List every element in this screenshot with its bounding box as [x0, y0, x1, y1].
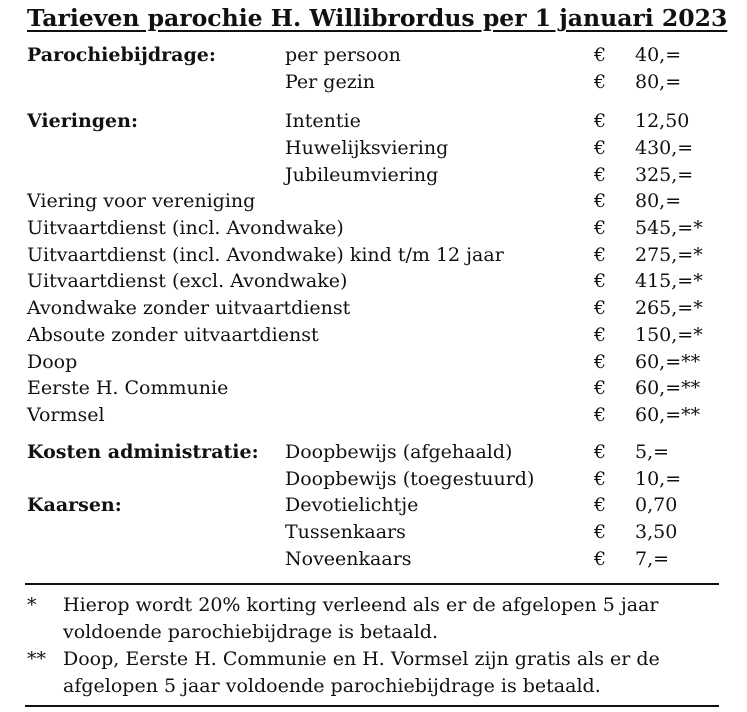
tariff-amount: 12,50: [635, 110, 690, 132]
tariff-item-name: per persoon: [285, 44, 401, 66]
tariff-row: [0, 188, 747, 214]
currency-symbol: €: [594, 521, 607, 543]
currency-symbol: €: [594, 441, 607, 463]
tariff-item-name: Huwelijksviering: [285, 137, 449, 159]
currency-symbol: €: [594, 71, 607, 93]
currency-symbol: €: [594, 44, 607, 66]
tariff-row: [0, 268, 747, 294]
category-label: Vieringen:: [27, 110, 138, 132]
tariff-amount: 0,70: [635, 494, 678, 516]
tariff-row: [0, 375, 747, 401]
tariff-amount: 150,=*: [635, 324, 703, 346]
tariff-amount: 60,=**: [635, 404, 701, 426]
tariff-item-name: Doopbewijs (afgehaald): [285, 441, 513, 463]
tariff-item-name: Viering voor vereniging: [27, 190, 256, 212]
tariff-amount: 80,=: [635, 71, 682, 93]
category-label: Kaarsen:: [27, 494, 122, 516]
tariff-item-name: Vormsel: [27, 404, 105, 426]
tariff-amount: 60,=**: [635, 351, 701, 373]
currency-symbol: €: [594, 351, 607, 373]
tariff-amount: 40,=: [635, 44, 682, 66]
tariff-amount: 430,=: [635, 137, 694, 159]
tariff-row: [0, 295, 747, 321]
tariff-item-name: Jubileumviering: [285, 164, 439, 186]
tariff-item-name: Avondwake zonder uitvaartdienst: [27, 297, 351, 319]
tariff-amount: 10,=: [635, 468, 682, 490]
footnote-mark: *: [27, 594, 37, 616]
tariff-amount: 275,=*: [635, 244, 703, 266]
tariff-item-name: Uitvaartdienst (excl. Avondwake): [27, 270, 348, 292]
tariff-row: [0, 215, 747, 241]
tariff-row: [0, 519, 747, 545]
tariff-row: [0, 349, 747, 375]
currency-symbol: €: [594, 164, 607, 186]
tariff-item-name: Uitvaartdienst (incl. Avondwake): [27, 217, 344, 239]
category-label: Kosten administratie:: [27, 441, 259, 463]
tariff-item-name: Eerste H. Communie: [27, 377, 229, 399]
currency-symbol: €: [594, 110, 607, 132]
tariff-row: [0, 42, 747, 68]
tariff-row: [0, 69, 747, 95]
tariff-item-name: Doopbewijs (toegestuurd): [285, 468, 535, 490]
currency-symbol: €: [594, 270, 607, 292]
tariff-amount: 60,=**: [635, 377, 701, 399]
tariff-item-name: Intentie: [285, 110, 361, 132]
divider: [25, 583, 719, 585]
currency-symbol: €: [594, 190, 607, 212]
currency-symbol: €: [594, 244, 607, 266]
divider: [25, 705, 719, 707]
currency-symbol: €: [594, 377, 607, 399]
footnote-text: Hierop wordt 20% korting verleend als er de afgelopen 5 jaar voldoende parochiebijdrage is betaald.: [63, 594, 659, 643]
tariff-item-name: Per gezin: [285, 71, 376, 93]
currency-symbol: €: [594, 137, 607, 159]
tariff-row: [0, 402, 747, 428]
tariff-item-name: Tussenkaars: [285, 521, 406, 543]
tariff-row: [0, 108, 747, 134]
footnote-text: Doop, Eerste H. Communie en H. Vormsel zijn gratis als er de afgelopen 5 jaar voldoende parochiebijdrage is betaald.: [63, 648, 660, 697]
tariff-row: [0, 135, 747, 161]
footnote-mark: **: [27, 648, 46, 670]
tariff-item-name: Absoute zonder uitvaartdienst: [27, 324, 319, 346]
tariff-amount: 5,=: [635, 441, 670, 463]
tariff-row: [0, 322, 747, 348]
tariff-amount: 265,=*: [635, 297, 703, 319]
currency-symbol: €: [594, 297, 607, 319]
currency-symbol: €: [594, 324, 607, 346]
tariff-amount: 325,=: [635, 164, 694, 186]
tariff-item-name: Uitvaartdienst (incl. Avondwake) kind t/m 12 jaar: [27, 244, 504, 266]
tariff-amount: 80,=: [635, 190, 682, 212]
tariff-row: [0, 242, 747, 268]
tariff-item-name: Devotielichtje: [285, 494, 419, 516]
currency-symbol: €: [594, 468, 607, 490]
currency-symbol: €: [594, 217, 607, 239]
category-label: Parochiebijdrage:: [27, 44, 216, 66]
tariff-row: [0, 162, 747, 188]
tariff-amount: 415,=*: [635, 270, 703, 292]
tariff-row: [0, 546, 747, 572]
tariff-row: [0, 439, 747, 465]
currency-symbol: €: [594, 494, 607, 516]
tariff-amount: 7,=: [635, 548, 670, 570]
tariff-row: [0, 492, 747, 518]
footnote: [0, 592, 747, 646]
tariff-item-name: Noveenkaars: [285, 548, 412, 570]
tariff-item-name: Doop: [27, 351, 78, 373]
currency-symbol: €: [594, 548, 607, 570]
tariff-amount: 3,50: [635, 521, 678, 543]
page-title: Tarieven parochie H. Willibrordus per 1 januari 2023: [27, 4, 728, 32]
footnote: [0, 646, 747, 700]
tariff-row: [0, 466, 747, 492]
currency-symbol: €: [594, 404, 607, 426]
tariff-amount: 545,=*: [635, 217, 703, 239]
